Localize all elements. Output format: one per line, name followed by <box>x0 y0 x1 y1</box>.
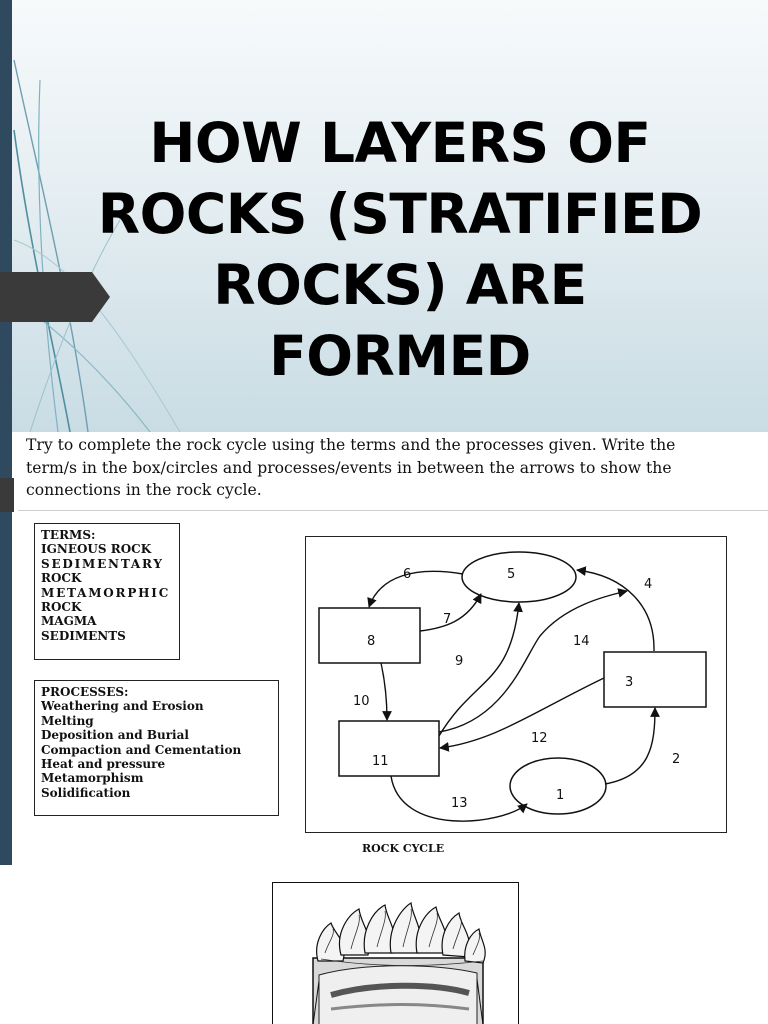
process-item: Compaction and Cementation <box>41 742 242 757</box>
term-line: METAMORPHIC <box>41 585 171 600</box>
cake-drawing <box>273 883 519 1024</box>
arrow-10 <box>381 663 387 720</box>
label-5: 5 <box>507 567 516 582</box>
layered-cake-illustration <box>272 882 519 1024</box>
title-line: ROCKS (STRATIFIED <box>97 182 703 246</box>
slide-left-bar <box>0 0 12 432</box>
label-3: 3 <box>625 675 634 690</box>
process-item: Heat and pressure <box>41 757 166 772</box>
rock-cycle-caption: ROCK CYCLE <box>362 842 445 855</box>
label-2: 2 <box>672 752 681 767</box>
instruction-line: Try to complete the rock cycle using the terms and the processes given. Write the <box>26 436 676 454</box>
divider-line <box>18 510 768 511</box>
lower-left-tab <box>0 478 14 512</box>
rock-cycle-diagram <box>305 536 727 833</box>
instruction-line: term/s in the box/circles and processes/events in between the arrows to show the <box>26 458 672 477</box>
title-line: ROCKS) ARE <box>213 253 587 317</box>
term-line: ROCK <box>41 571 82 586</box>
label-4: 4 <box>644 577 653 592</box>
label-9: 9 <box>455 654 464 669</box>
terms-heading: TERMS: <box>41 528 96 542</box>
arrow-2 <box>605 708 655 784</box>
title-line: HOW LAYERS OF <box>149 111 651 175</box>
term-line: SEDIMENTARY <box>41 556 164 571</box>
label-6: 6 <box>403 567 412 582</box>
process-item: Melting <box>41 713 94 728</box>
box-3 <box>604 652 706 707</box>
label-8: 8 <box>367 634 376 649</box>
title-line: FORMED <box>269 324 531 388</box>
process-item: Solidification <box>41 785 131 800</box>
label-1: 1 <box>556 788 565 803</box>
instruction-line: connections in the rock cycle. <box>26 481 262 499</box>
processes-box <box>34 680 279 816</box>
box-11 <box>339 721 439 776</box>
term-line: MAGMA <box>41 614 97 629</box>
circle-5 <box>462 552 576 602</box>
process-item: Weathering and Erosion <box>41 699 204 714</box>
label-12: 12 <box>531 731 548 746</box>
arrow-12 <box>440 678 604 748</box>
label-10: 10 <box>353 694 370 709</box>
instructions-text <box>26 434 762 502</box>
slide-title <box>80 108 720 392</box>
term-line: ROCK <box>41 600 82 615</box>
label-14: 14 <box>573 634 590 649</box>
process-item: Deposition and Burial <box>41 728 189 743</box>
processes-heading: PROCESSES: <box>41 685 129 699</box>
arrow-6 <box>369 571 463 607</box>
label-11: 11 <box>372 754 389 769</box>
term-line: SEDIMENTS <box>41 628 126 643</box>
label-13: 13 <box>451 796 468 811</box>
process-item: Metamorphism <box>41 771 144 786</box>
term-line: IGNEOUS ROCK <box>41 542 152 557</box>
title-slide <box>0 0 768 432</box>
label-7: 7 <box>443 612 452 627</box>
terms-box <box>34 523 180 660</box>
